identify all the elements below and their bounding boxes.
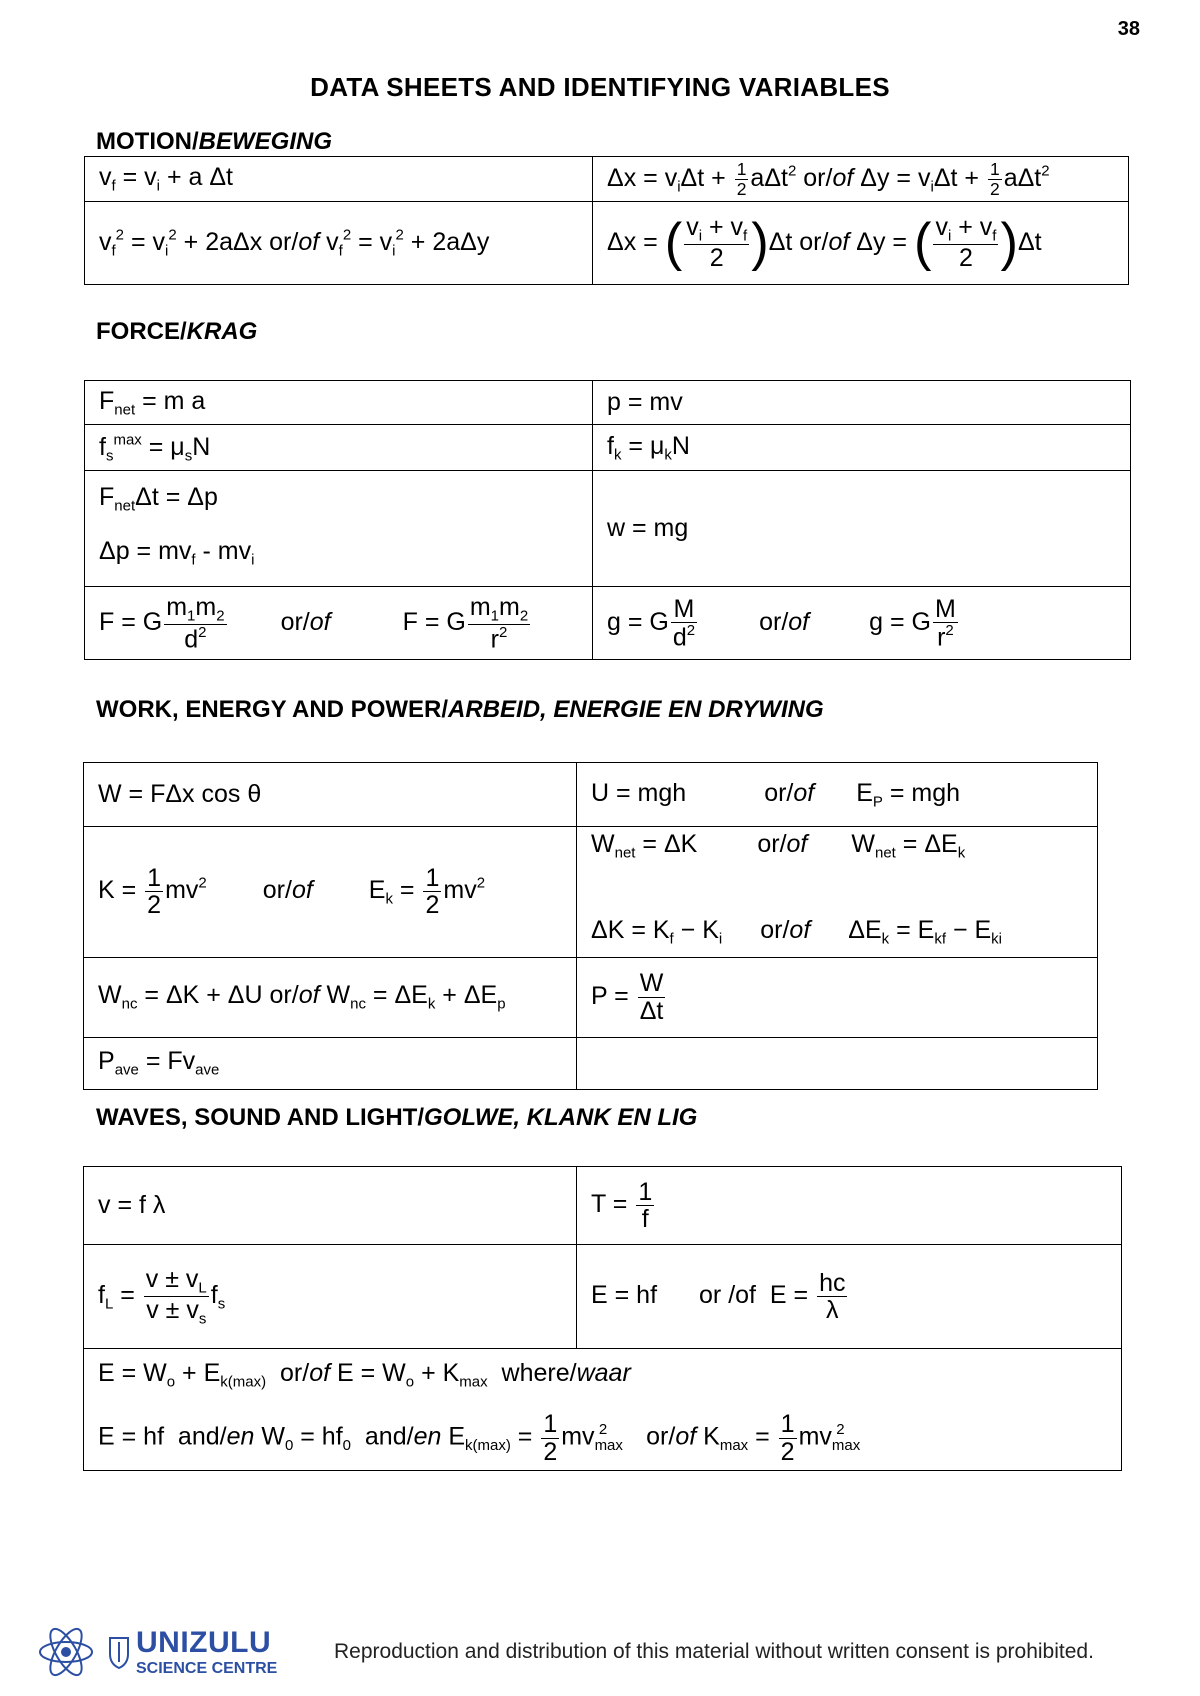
logo-text-main: UNIZULU xyxy=(136,1626,272,1659)
formula-dx-2: Δx = ( $\frac{v_i + v_f}{2}$ )Δt or/of Δy = ( $\frac{v_i + v_f}{2}$ )Δt xyxy=(593,202,1129,285)
page-title: DATA SHEETS AND IDENTIFYING VARIABLES xyxy=(310,72,890,102)
formula-gravitational-field: g = G $\frac{M}{d^2}$ or/of g = G $\frac{M}{r^2}$ xyxy=(593,587,1131,660)
formula-photoelectric: $E = W_o + E_{k(max)}$ or/of $E = W_o + K_{max}$ where/waar E = hf and/en $W_0 = hf_0$ and/en $E_{k(max)}$ = $\frac{1}{2}$ $mv_{max}^2$ or/of $K_{max}$ = $\frac{1}{2}$ $mv_{max}^2$ xyxy=(84,1349,1122,1471)
formula-momentum: p = mv xyxy=(593,381,1131,425)
section-heading-work: WORK, ENERGY AND POWER/ARBEID, ENERGIE EN DRYWING xyxy=(96,696,824,723)
formula-impulse: $F_{net}\Delta t = \Delta p$ $\Delta p = mv_f - mv_i$ xyxy=(85,471,593,587)
motion-table xyxy=(84,156,1129,285)
unizulu-logo xyxy=(36,1622,296,1682)
waves-table xyxy=(83,1166,1122,1471)
formula-average-power: $P_{ave} = Fv_{ave}$ xyxy=(84,1037,577,1089)
force-table xyxy=(84,380,1131,660)
formula-vf: $v_f = v_i + a$ Δt xyxy=(85,157,593,202)
section-heading-waves: WAVES, SOUND AND LIGHT/GOLWE, KLANK EN LIG xyxy=(96,1104,698,1131)
formula-potential-energy: U = mgh or/of $E_P$ = mgh xyxy=(577,763,1098,827)
formula-non-conservative-work: $W_{nc} = \Delta K + \Delta U$ or/of $W_{nc} = \Delta E_k + \Delta E_p$ xyxy=(84,957,577,1037)
formula-work: W = FΔx cos θ xyxy=(84,763,577,827)
formula-doppler: $f_L$ = $\frac{v \pm v_L}{v \pm v_s}$ $f_s$ xyxy=(84,1245,577,1349)
page-number: 38 xyxy=(1117,18,1140,40)
formula-fnet: $F_{net} = m$ a xyxy=(85,381,593,425)
formula-period: T = $\frac{1}{f}$ xyxy=(577,1167,1122,1245)
formula-kinetic-energy: K = $\frac{1}{2}$ $mv^2$ or/of $E_k$ = $\frac{1}{2}$ $mv^2$ xyxy=(84,827,577,958)
shield-icon xyxy=(108,1636,130,1670)
section-heading-motion: MOTION/BEWEGING xyxy=(96,128,332,155)
formula-photon-energy: E = hf or /of E = $\frac{hc}{\lambda}$ xyxy=(577,1245,1122,1349)
logo-text-sub: SCIENCE CENTRE xyxy=(136,1660,278,1677)
empty-cell xyxy=(577,1037,1098,1089)
formula-weight: w = mg xyxy=(593,471,1131,587)
formula-wave-speed: v = f λ xyxy=(84,1167,577,1245)
formula-gravitation-force: F = G $\frac{m_1m_2}{d^2}$ or/of F = G $\frac{m_1m_2}{r^2}$ xyxy=(85,587,593,660)
formula-kinetic-friction: $f_k = \mu_kN$ xyxy=(593,425,1131,471)
formula-work-energy-theorem: $W_{net} = \Delta K$ or/of $W_{net} = \Delta E_k$ $\Delta K = K_f - K_i$ or/of $\Delta E_k = E_{kf} - E_{ki}$ xyxy=(577,827,1098,958)
work-energy-table xyxy=(83,762,1098,1090)
atom-icon xyxy=(36,1622,116,1682)
formula-vf-squared: $v_f^2 = v_i^2 + 2a\Delta x$ or/of $v_f^2 = v_i^2 + 2a\Delta y$ xyxy=(85,202,593,285)
section-heading-force: FORCE/KRAG xyxy=(96,318,258,345)
formula-dx-1: $\Delta x = v_i\Delta t$ + $\frac{1}{2}$ aΔt$^2$ or/of $\Delta y = v_i\Delta t$ + $\frac{1}{2}$ aΔt$^2$ xyxy=(593,157,1129,202)
copyright-notice: Reproduction and distribution of this material without written consent is prohibited. xyxy=(334,1640,1094,1663)
formula-power: P = $\frac{W}{\Delta t}$ xyxy=(577,957,1098,1037)
formula-static-friction: $f_s^{max} = \mu_sN$ xyxy=(85,425,593,471)
